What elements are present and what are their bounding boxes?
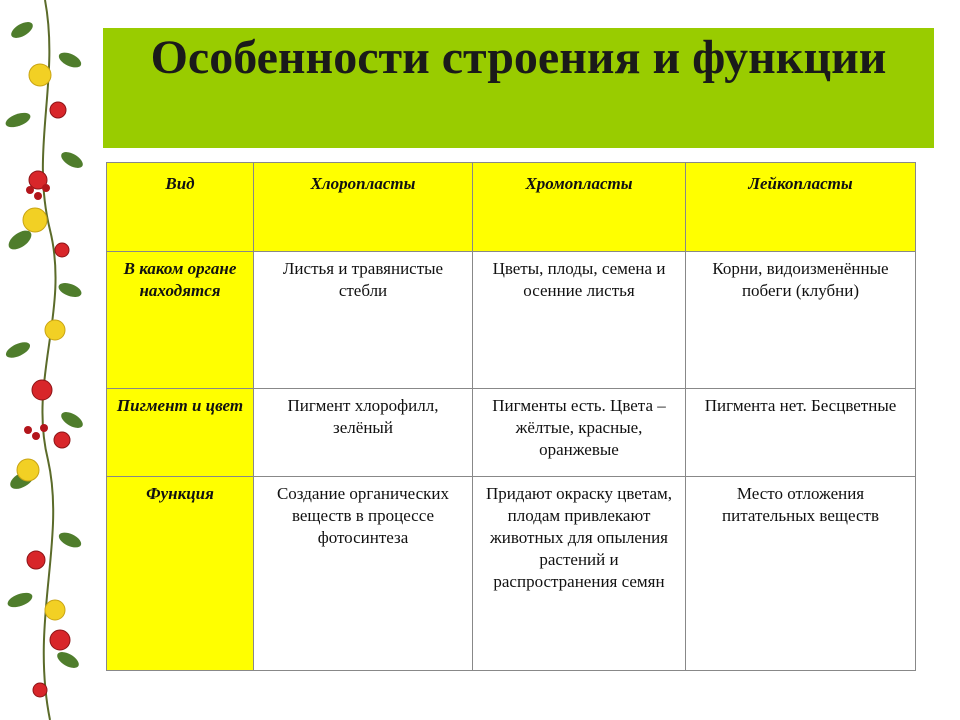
table-cell: Пигмент хлорофилл, зелёный [254, 389, 473, 477]
table-cell: Листья и травянистые стебли [254, 252, 473, 389]
table-cell: Создание органических веществ в процессе фотосинтеза [254, 477, 473, 671]
table-cell: Пигменты есть. Цвета – жёлтые, красные, оранжевые [473, 389, 686, 477]
row-label-organ: В каком органе находятся [107, 252, 254, 389]
header-cell-chloroplasts: Хлоропласты [254, 163, 473, 252]
table-row [107, 389, 916, 477]
floral-border-decoration [0, 0, 92, 720]
table-row [107, 252, 916, 389]
row-label-function: Функция [107, 477, 254, 671]
table-header-row [107, 163, 916, 252]
header-cell-vid: Вид [107, 163, 254, 252]
page-title: Особенности строения и функции [150, 31, 887, 84]
yellow-flower-icons [17, 64, 65, 620]
header-cell-leucoplasts: Лейкопласты [686, 163, 916, 252]
header-cell-chromoplasts: Хромопласты [473, 163, 686, 252]
row-label-pigment: Пигмент и цвет [107, 389, 254, 477]
table-cell: Придают окраску цветам, плодам привлекают животных для опыления растений и распространения семян [473, 477, 686, 671]
table-row [107, 477, 916, 671]
plastids-comparison-table [106, 162, 916, 671]
table-cell: Место отложения питательных веществ [686, 477, 916, 671]
table-cell: Цветы, плоды, семена и осенние листья [473, 252, 686, 389]
table-cell: Корни, видоизменённые побеги (клубни) [686, 252, 916, 389]
table-cell: Пигмента нет. Бесцветные [686, 389, 916, 477]
